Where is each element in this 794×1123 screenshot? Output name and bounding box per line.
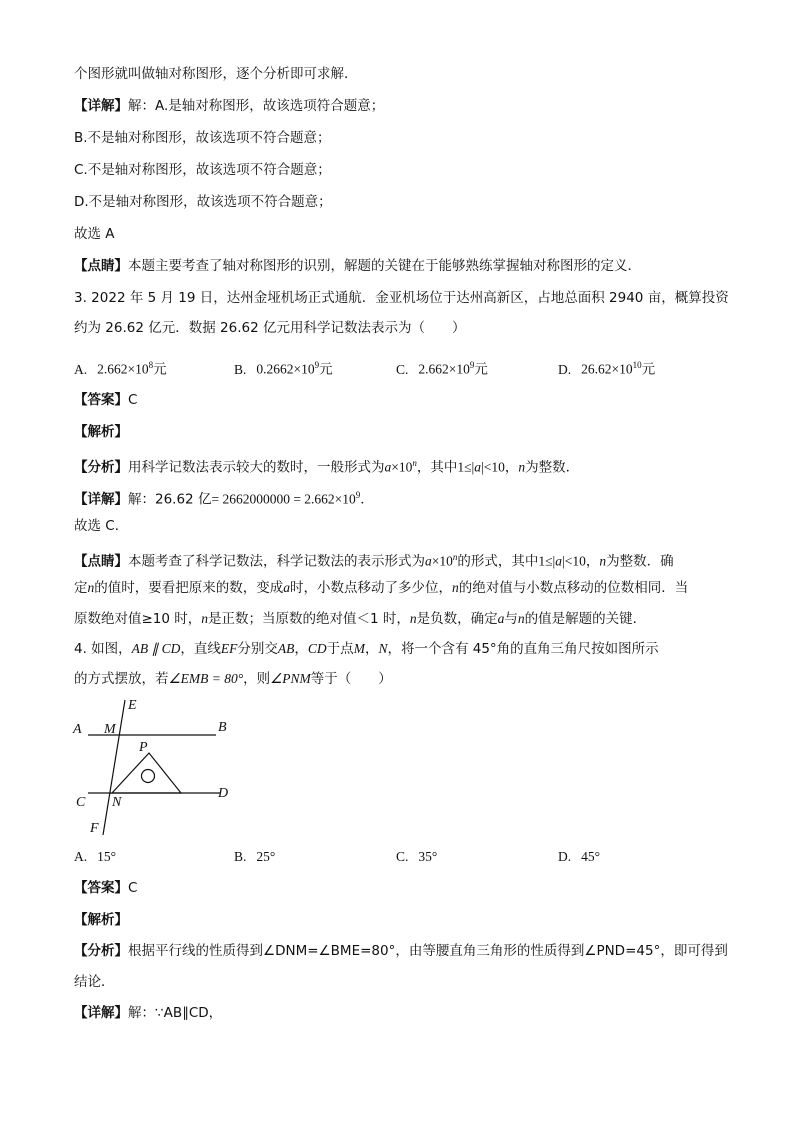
text-line: B.不是轴对称图形，故该选项不符合题意； — [74, 130, 331, 146]
q3-option-a: A. $2.662\times 10^8$元 — [74, 360, 167, 378]
q3-stem-line1: 3. 2022 年 5 月 19 日，达州金垭机场正式通航．金亚机场位于达州高新区，占地总面积 2940 亩，概算投资 — [74, 290, 729, 306]
line-ef — [103, 700, 125, 835]
q4-option-d: D. 45° — [558, 849, 601, 864]
text-line: 【点睛】本题主要考查了轴对称图形的识别，解题的关键在于能够熟练掌握轴对称图形的定义． — [74, 258, 641, 274]
label-b: B — [218, 720, 227, 735]
q4-stem-line2: 的方式摆放，若∠EMB = 80°，则∠PNM等于（ ） — [74, 671, 392, 687]
text-line: 个图形就叫做轴对称图形，逐个分析即可求解． — [74, 66, 358, 82]
q3-option-d: D. $26.62\times 10^{10}$元 — [558, 360, 656, 378]
label-c: C — [76, 795, 86, 810]
q3-analysis: 【分析】用科学记数法表示较大的数时，一般形式为$a\times 10^n$，其中1≤|a|<10，n为整数． — [74, 458, 580, 476]
q3-option-b: B. $0.2662\times 10^9$元 — [234, 360, 333, 378]
label-d: D — [218, 786, 229, 801]
text-line: C.不是轴对称图形，故该选项不符合题意； — [74, 162, 331, 178]
q4-geometry-figure — [68, 695, 248, 840]
label-a: A — [73, 722, 82, 737]
q4-answer: 【答案】C — [74, 880, 138, 896]
q3-comment-line3: 原数绝对值≥10 时，n是正数；当原数的绝对值＜1 时，n是负数，确定a与n的值是解题的关键． — [74, 611, 647, 627]
label-e: E — [128, 698, 137, 713]
q3-comment-line1: 【点睛】本题考查了科学记数法，科学记数法的表示形式为$a\times 10^n$的形式，其中1≤|a|<10，n为整数．确 — [74, 552, 674, 570]
label-f: F — [90, 821, 99, 836]
detail-tag: 【详解】 — [74, 98, 128, 114]
comment-tag: 【点睛】 — [74, 258, 128, 274]
q4-option-a: A. 15° — [74, 849, 117, 864]
triangle-ruler — [112, 753, 181, 793]
q3-detail: 【详解】解：26.62 亿= $2662000000 = 2.662\times 10^9$． — [74, 490, 374, 508]
q4-option-c: C. 35° — [396, 849, 438, 864]
text-line: 【详解】解：A.是轴对称图形，故该选项符合题意； — [74, 98, 385, 114]
q4-stem-line1: 4. 如图，AB ∥ CD，直线EF分别交AB，CD于点M，N，将一个含有 45°角的直角三角尺按如图所示 — [74, 641, 659, 657]
q4-analysis-line2: 结论． — [74, 974, 115, 990]
label-n: N — [112, 795, 122, 810]
ruler-hole — [142, 770, 155, 783]
q3-answer: 【答案】C — [74, 392, 138, 408]
q4-option-b: B. 25° — [234, 849, 276, 864]
label-m: M — [104, 722, 116, 737]
q3-stem-line2: 约为 26.62 亿元．数据 26.62 亿元用科学记数法表示为（ ） — [74, 320, 466, 336]
q4-detail: 【详解】解：∵AB∥CD， — [74, 1005, 223, 1021]
q4-jiexi: 【解析】 — [74, 912, 128, 928]
q3-option-c: C. $2.662\times 10^9$元 — [396, 360, 488, 378]
q3-comment-line2: 定n的值时，要看把原来的数，变成a时，小数点移动了多少位，n的绝对值与小数点移动的位数相同．当 — [74, 580, 689, 596]
label-p: P — [139, 740, 148, 755]
text-line: 故选 A — [74, 226, 115, 242]
q4-analysis-line1: 【分析】根据平行线的性质得到∠DNM=∠BME=80°，由等腰直角三角形的性质得到∠PND=45°，即可得到 — [74, 943, 728, 959]
text-line: D.不是轴对称图形，故该选项不符合题意； — [74, 194, 332, 210]
q3-choice: 故选 C． — [74, 518, 129, 534]
q3-jiexi: 【解析】 — [74, 424, 128, 440]
